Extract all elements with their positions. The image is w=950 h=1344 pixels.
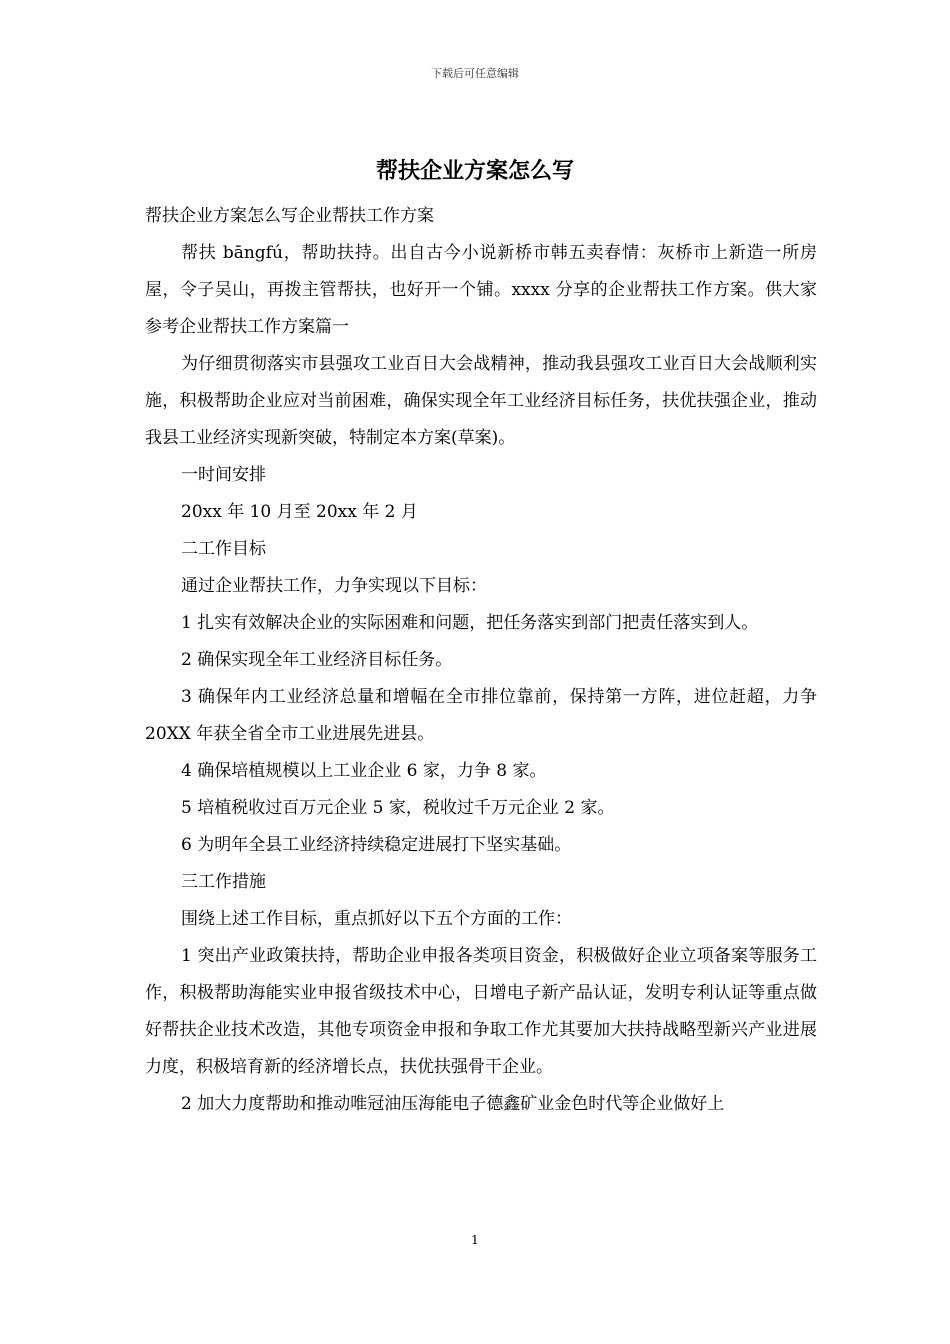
- page-number: 1: [471, 1233, 479, 1247]
- paragraph: 20xx 年 10 月至 20xx 年 2 月: [181, 502, 418, 522]
- paragraph: 帮扶 bāngfú，帮助扶持。出自古今小说新桥市韩五卖春情：灰桥市上新造一所房屋，令子吴山，再拨主管帮扶，也好开一个铺。xxxx 分享的企业帮扶工作方案。供大家参考企业帮扶工作方案篇一: [145, 243, 817, 337]
- page-header-note: 下载后可任意编辑: [431, 67, 519, 80]
- document-title: 帮扶企业方案怎么写: [375, 158, 574, 184]
- paragraph: 为仔细贯彻落实市县强攻工业百日大会战精神，推动我县强攻工业百日大会战顺利实施，积极帮助企业应对当前困难，确保实现全年工业经济目标任务，扶优扶强企业，推动我县工业经济实现新突破，特制定本方案(草案)。: [145, 354, 817, 448]
- list-item: 2 加大力度帮助和推动唯冠油压海能电子德鑫矿业金色时代等企业做好上: [181, 1094, 725, 1114]
- list-item: 5 培植税收过百万元企业 5 家，税收过千万元企业 2 家。: [181, 798, 615, 818]
- paragraph: 围绕上述工作目标，重点抓好以下五个方面的工作：: [181, 909, 572, 929]
- paragraph: 通过企业帮扶工作，力争实现以下目标：: [181, 576, 487, 596]
- list-item: 6 为明年全县工业经济持续稳定进展打下坚实基础。: [181, 835, 572, 855]
- list-item: 1 扎实有效解决企业的实际困难和问题，把任务落实到部门把责任落实到人。: [181, 613, 759, 633]
- paragraph: 帮扶企业方案怎么写企业帮扶工作方案: [145, 206, 434, 226]
- list-item: 1 突出产业政策扶持，帮助企业申报各类项目资金，积极做好企业立项备案等服务工作，积极帮助海能实业申报省级技术中心，日增电子新产品认证，发明专利认证等重点做好帮扶企业技术改造，其他专项资金申报和争取工作尤其要加大扶持战略型新兴产业进展力度，积极培育新的经济增长点，扶优扶强骨干企业。: [145, 946, 817, 1077]
- list-item: 4 确保培植规模以上工业企业 6 家，力争 8 家。: [181, 761, 547, 781]
- list-item: 3 确保年内工业经济总量和增幅在全市排位靠前，保持第一方阵，进位赶超，力争 20XX 年获全省全市工业进展先进县。: [145, 687, 817, 744]
- section-heading: 一时间安排: [181, 465, 266, 485]
- section-heading: 三工作措施: [181, 872, 266, 892]
- document-body: [145, 198, 817, 1123]
- list-item: 2 确保实现全年工业经济目标任务。: [181, 650, 453, 670]
- section-heading: 二工作目标: [181, 539, 266, 559]
